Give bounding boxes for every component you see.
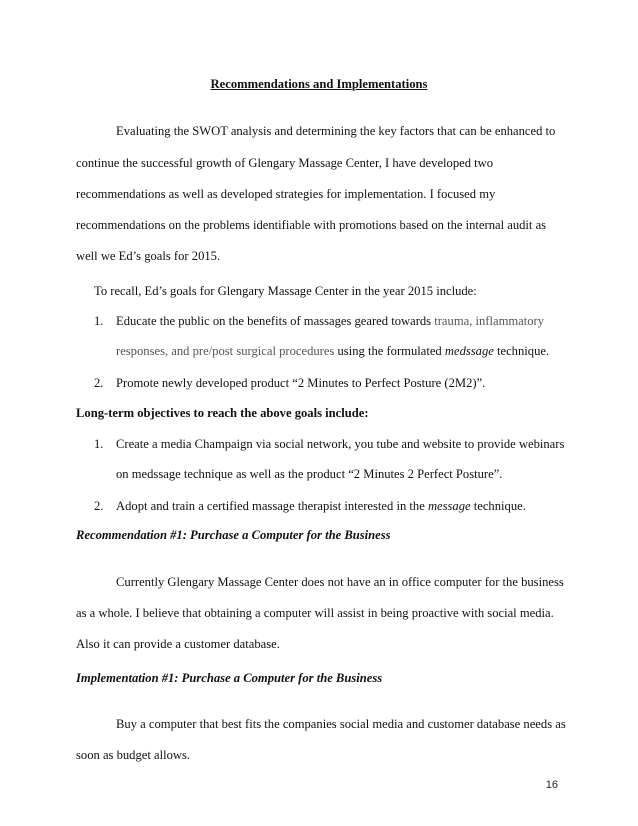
goal-2-number: 2. — [94, 376, 104, 390]
goal-2-text: Promote newly developed product “2 Minutes to Perfect Posture (2M2)”. — [116, 376, 486, 390]
goal-1-text-b: using the formulated — [334, 344, 445, 358]
recommendation-1-line-1: Currently Glengary Massage Center does not have an in office computer for the business — [116, 575, 564, 589]
goal-1-text-b-italic: medssage — [444, 344, 494, 358]
objective-2-text-end: technique. — [470, 499, 526, 513]
section-title: Recommendations and Implementations — [210, 77, 428, 91]
intro-line-1: Evaluating the SWOT analysis and determining the key factors that can be enhanced to — [116, 124, 556, 138]
goal-1-line-2 — [116, 343, 549, 359]
goal-1-text-b-end: technique. — [493, 344, 550, 358]
goal-1-text-b-gray: responses, and pre/post surgical procedures — [116, 344, 335, 358]
page-number: 16 — [545, 779, 558, 791]
implementation-1-line-2: soon as budget allows. — [76, 748, 191, 762]
objective-1-line-2: on medssage technique as well as the product “2 Minutes 2 Perfect Posture”. — [116, 467, 503, 481]
recommendation-1-line-3: Also it can provide a customer database. — [76, 637, 280, 651]
objective-2-text-italic: message — [427, 499, 471, 513]
intro-line-5: well we Ed’s goals for 2015. — [76, 249, 221, 263]
recall-sentence: To recall, Ed’s goals for Glengary Massage Center in the year 2015 include: — [94, 284, 477, 298]
goal-1-text-a: Educate the public on the benefits of massages geared towards — [116, 314, 435, 328]
objective-2-text — [116, 498, 526, 514]
goal-1-number: 1. — [94, 314, 104, 328]
intro-line-4: recommendations on the problems identifiable with promotions based on the internal audit as — [76, 218, 547, 232]
objective-1-line-1: Create a media Champaign via social network, you tube and website to provide webinars — [116, 437, 565, 451]
implementation-1-heading: Implementation #1: Purchase a Computer for the Business — [76, 671, 383, 685]
recommendation-1-heading: Recommendation #1: Purchase a Computer for the Business — [76, 528, 391, 542]
goal-1-text-a-gray: trauma, inflammatory — [434, 314, 545, 328]
intro-line-2: continue the successful growth of Glengary Massage Center, I have developed two — [76, 156, 494, 170]
recommendation-1-line-2: as a whole. I believe that obtaining a computer will assist in being proactive with social media. — [76, 606, 554, 620]
objective-1-number: 1. — [94, 437, 104, 451]
goal-1-line-1 — [116, 313, 544, 329]
objectives-heading: Long-term objectives to reach the above goals include: — [76, 406, 369, 420]
objective-2-text-a: Adopt and train a certified massage therapist interested in the — [116, 499, 428, 513]
objective-2-number: 2. — [94, 499, 104, 513]
intro-line-3: recommendations as well as developed strategies for implementation. I focused my — [76, 187, 496, 201]
implementation-1-line-1: Buy a computer that best fits the companies social media and customer database needs as — [116, 717, 566, 731]
